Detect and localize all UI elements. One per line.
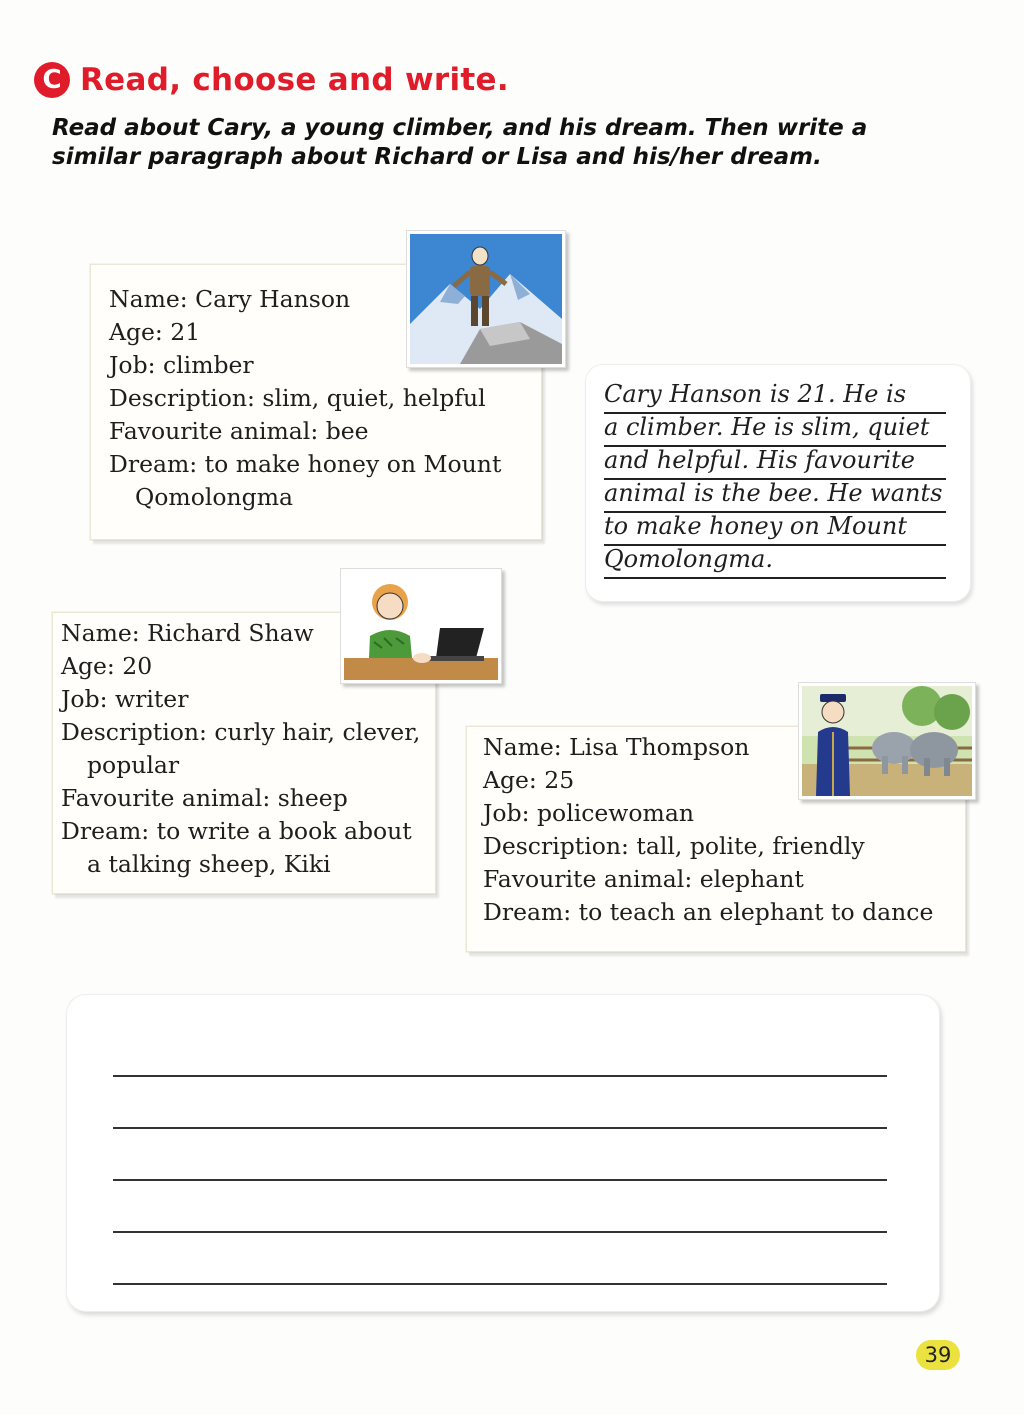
richard-description-cont: popular — [87, 751, 180, 779]
cary-dream: Dream: to make honey on Mount — [109, 450, 502, 478]
cary-description: Description: slim, quiet, helpful — [109, 384, 486, 412]
example-paragraph-line: Qomolongma. — [604, 544, 946, 579]
writing-line[interactable] — [113, 1179, 887, 1181]
policewoman-photo — [798, 682, 976, 800]
cary-favourite-animal: Favourite animal: bee — [109, 417, 369, 445]
climber-illustration — [410, 234, 562, 364]
example-paragraph-line: Cary Hanson is 21. He is — [604, 379, 946, 414]
policewoman-elephant-illustration — [802, 686, 972, 796]
richard-description: Description: curly hair, clever, — [61, 718, 421, 746]
writing-line[interactable] — [113, 1075, 887, 1077]
instructions — [52, 114, 932, 172]
writing-area[interactable] — [66, 994, 940, 1312]
page-number: 39 — [916, 1340, 960, 1370]
instructions-line: Read about Cary, a young climber, and his dream. Then write a — [52, 115, 868, 141]
writing-line[interactable] — [113, 1283, 887, 1285]
richard-dream-cont: a talking sheep, Kiki — [87, 850, 331, 878]
instructions-line: similar paragraph about Richard or Lisa and his/her dream. — [52, 144, 822, 170]
richard-dream: Dream: to write a book about — [61, 817, 412, 845]
writer-photo — [340, 568, 502, 684]
cary-dream-cont: Qomolongma — [135, 483, 293, 511]
example-paragraph-line: animal is the bee. He wants — [604, 478, 946, 513]
lisa-name: Name: Lisa Thompson — [483, 733, 750, 761]
lisa-job: Job: policewoman — [483, 799, 694, 827]
example-paragraph-line: a climber. He is slim, quiet — [604, 412, 946, 447]
writing-line[interactable] — [113, 1127, 887, 1129]
example-paragraph-line: and helpful. His favourite — [604, 445, 946, 480]
example-paragraph-box — [585, 364, 971, 602]
lisa-age: Age: 25 — [483, 766, 575, 794]
lisa-favourite-animal: Favourite animal: elephant — [483, 865, 804, 893]
richard-favourite-animal: Favourite animal: sheep — [61, 784, 348, 812]
cary-age: Age: 21 — [109, 318, 201, 346]
section-header — [34, 58, 509, 102]
richard-age: Age: 20 — [61, 652, 153, 680]
section-title: Read, choose and write. — [80, 62, 509, 98]
richard-name: Name: Richard Shaw — [61, 619, 314, 647]
cary-name: Name: Cary Hanson — [109, 285, 351, 313]
writer-illustration — [344, 572, 498, 680]
lisa-dream: Dream: to teach an elephant to dance — [483, 898, 934, 926]
lisa-description: Description: tall, polite, friendly — [483, 832, 865, 860]
example-paragraph-line: to make honey on Mount — [604, 511, 946, 546]
writing-line[interactable] — [113, 1231, 887, 1233]
richard-job: Job: writer — [61, 685, 189, 713]
climber-photo — [406, 230, 566, 368]
cary-job: Job: climber — [109, 351, 254, 379]
section-badge: C — [34, 62, 70, 98]
